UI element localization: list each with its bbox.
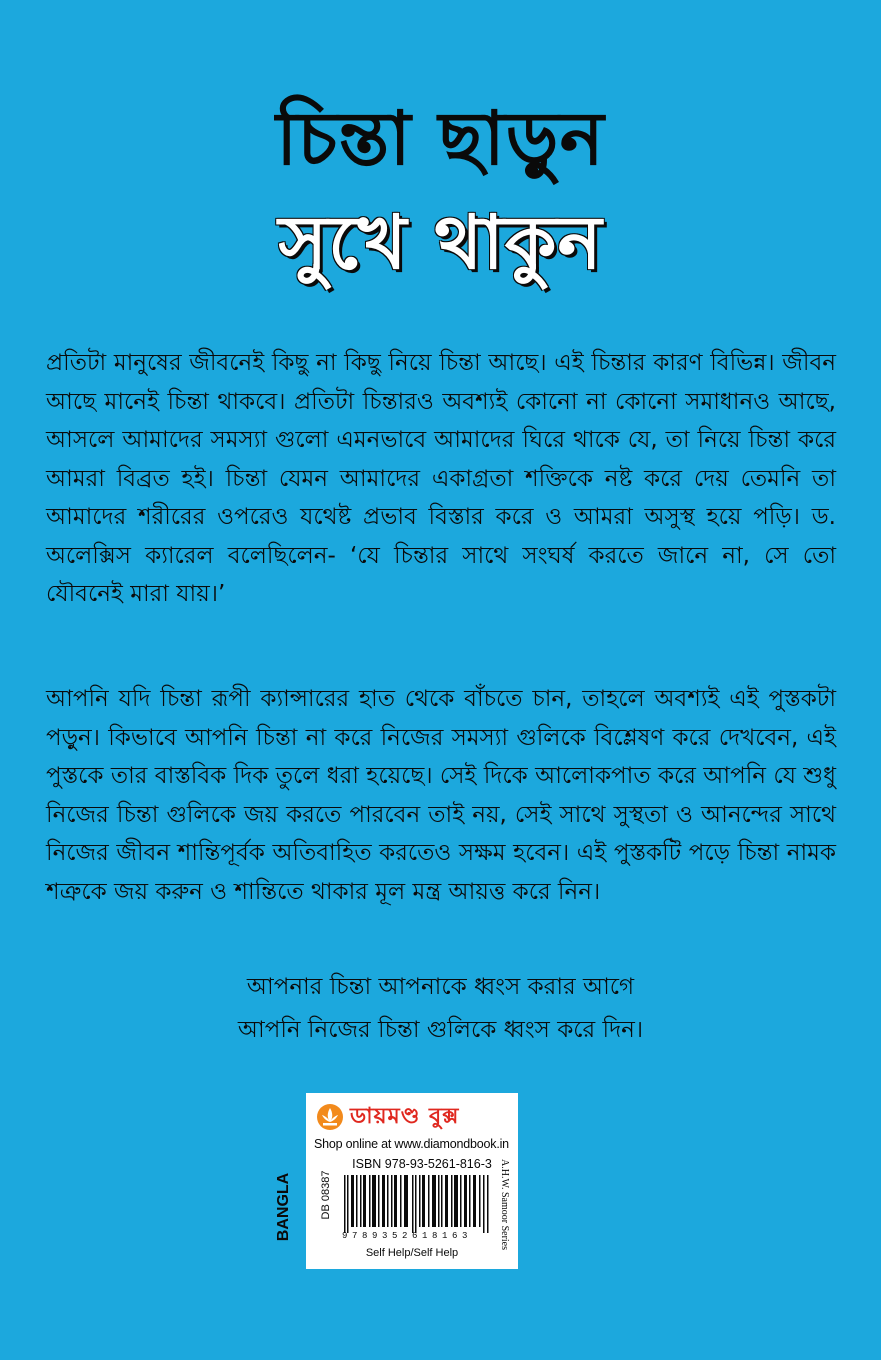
shop-online-text: Shop online at www.diamondbook.in — [314, 1137, 509, 1151]
lotus-icon — [316, 1103, 344, 1131]
series-text: A.H.W. Samoor Series — [499, 1159, 510, 1251]
publisher-logo-text: ডায়মণ্ড বুক্স — [350, 1104, 460, 1129]
quote-line-2: আপনি নিজের চিন্তা গুলিকে ধ্বংস করে দিন। — [237, 1017, 644, 1043]
publisher-box — [306, 1093, 518, 1269]
db-code: DB 08387 — [320, 1170, 332, 1220]
category-text: Self Help/Self Help — [365, 1247, 459, 1259]
publisher-logo — [314, 1101, 510, 1133]
title-line-1: চিন্তা ছাড়ুন — [276, 96, 605, 182]
title-line-2: সুখে থাকুন — [278, 200, 603, 286]
isbn-barcode — [342, 1175, 492, 1233]
isbn-text: ISBN 978-93-5261-816-3 — [352, 1157, 492, 1171]
language-label: BANGLA — [275, 1172, 292, 1242]
barcode-digits: 9789352618163 — [342, 1231, 473, 1241]
description-paragraph-1: প্রতিটা মানুষের জীবনেই কিছু না কিছু নিয়ে চিন্তা আছে। এই চিন্তার কারণ বিভিন্ন। জীবন আছে মানেই চিন্তা থাকবে। প্রতিটা চিন্তারও অবশ্যই কোনো না কোনো সমাধানও আছে, আসলে আমাদের সমস্যা গুলো এমনভাবে আমাদের ঘিরে থাকে যে, তা নিয়ে চিন্তা করে আমরা বিব্রত হই। চিন্তা যেমন আমাদের একাগ্রতা শক্তিকে নষ্ট করে দেয় তেমনি তা আমাদের শরীরের ওপরেও যথেষ্ট প্রভাব বিস্তার করে ও আমরা অসুস্থ হয়ে পড়ি। ড. অলেক্সিস ক্যারেল বলেছিলেন- ‘যে চিন্তার সাথে সংঘর্ষ করতে জানে না, সে তো যৌবনেই মারা যায়।’ — [46, 350, 836, 607]
quote-line-1: আপনার চিন্তা আপনাকে ধ্বংস করার আগে — [246, 974, 635, 1000]
description-paragraph-2: আপনি যদি চিন্তা রূপী ক্যান্সারের হাত থেকে বাঁচতে চান, তাহলে অবশ্যই এই পুস্তকটা পড়ুন। কিভাবে আপনি চিন্তা না করে নিজের সমস্যা গুলিকে বিশ্লেষণ করে দেখবেন, এই পুস্তকে তার বাস্তবিক দিক তুলে ধরা হয়েছে। সেই দিকে আলোকপাত করে আপনি যে শুধু নিজের চিন্তা গুলিকে জয় করতে পারবেন তাই নয়, সেই সাথে সুস্থতা ও আনন্দের সাথে নিজের জীবন শান্তিপূর্বক অতিবাহিত করতেও সক্ষম হবেন। এই পুস্তকটি পড়ে চিন্তা নামক শত্রুকে জয় করুন ও শান্তিতে থাকার মূল মন্ত্র আয়ত্ত করে নিন। — [46, 686, 836, 905]
